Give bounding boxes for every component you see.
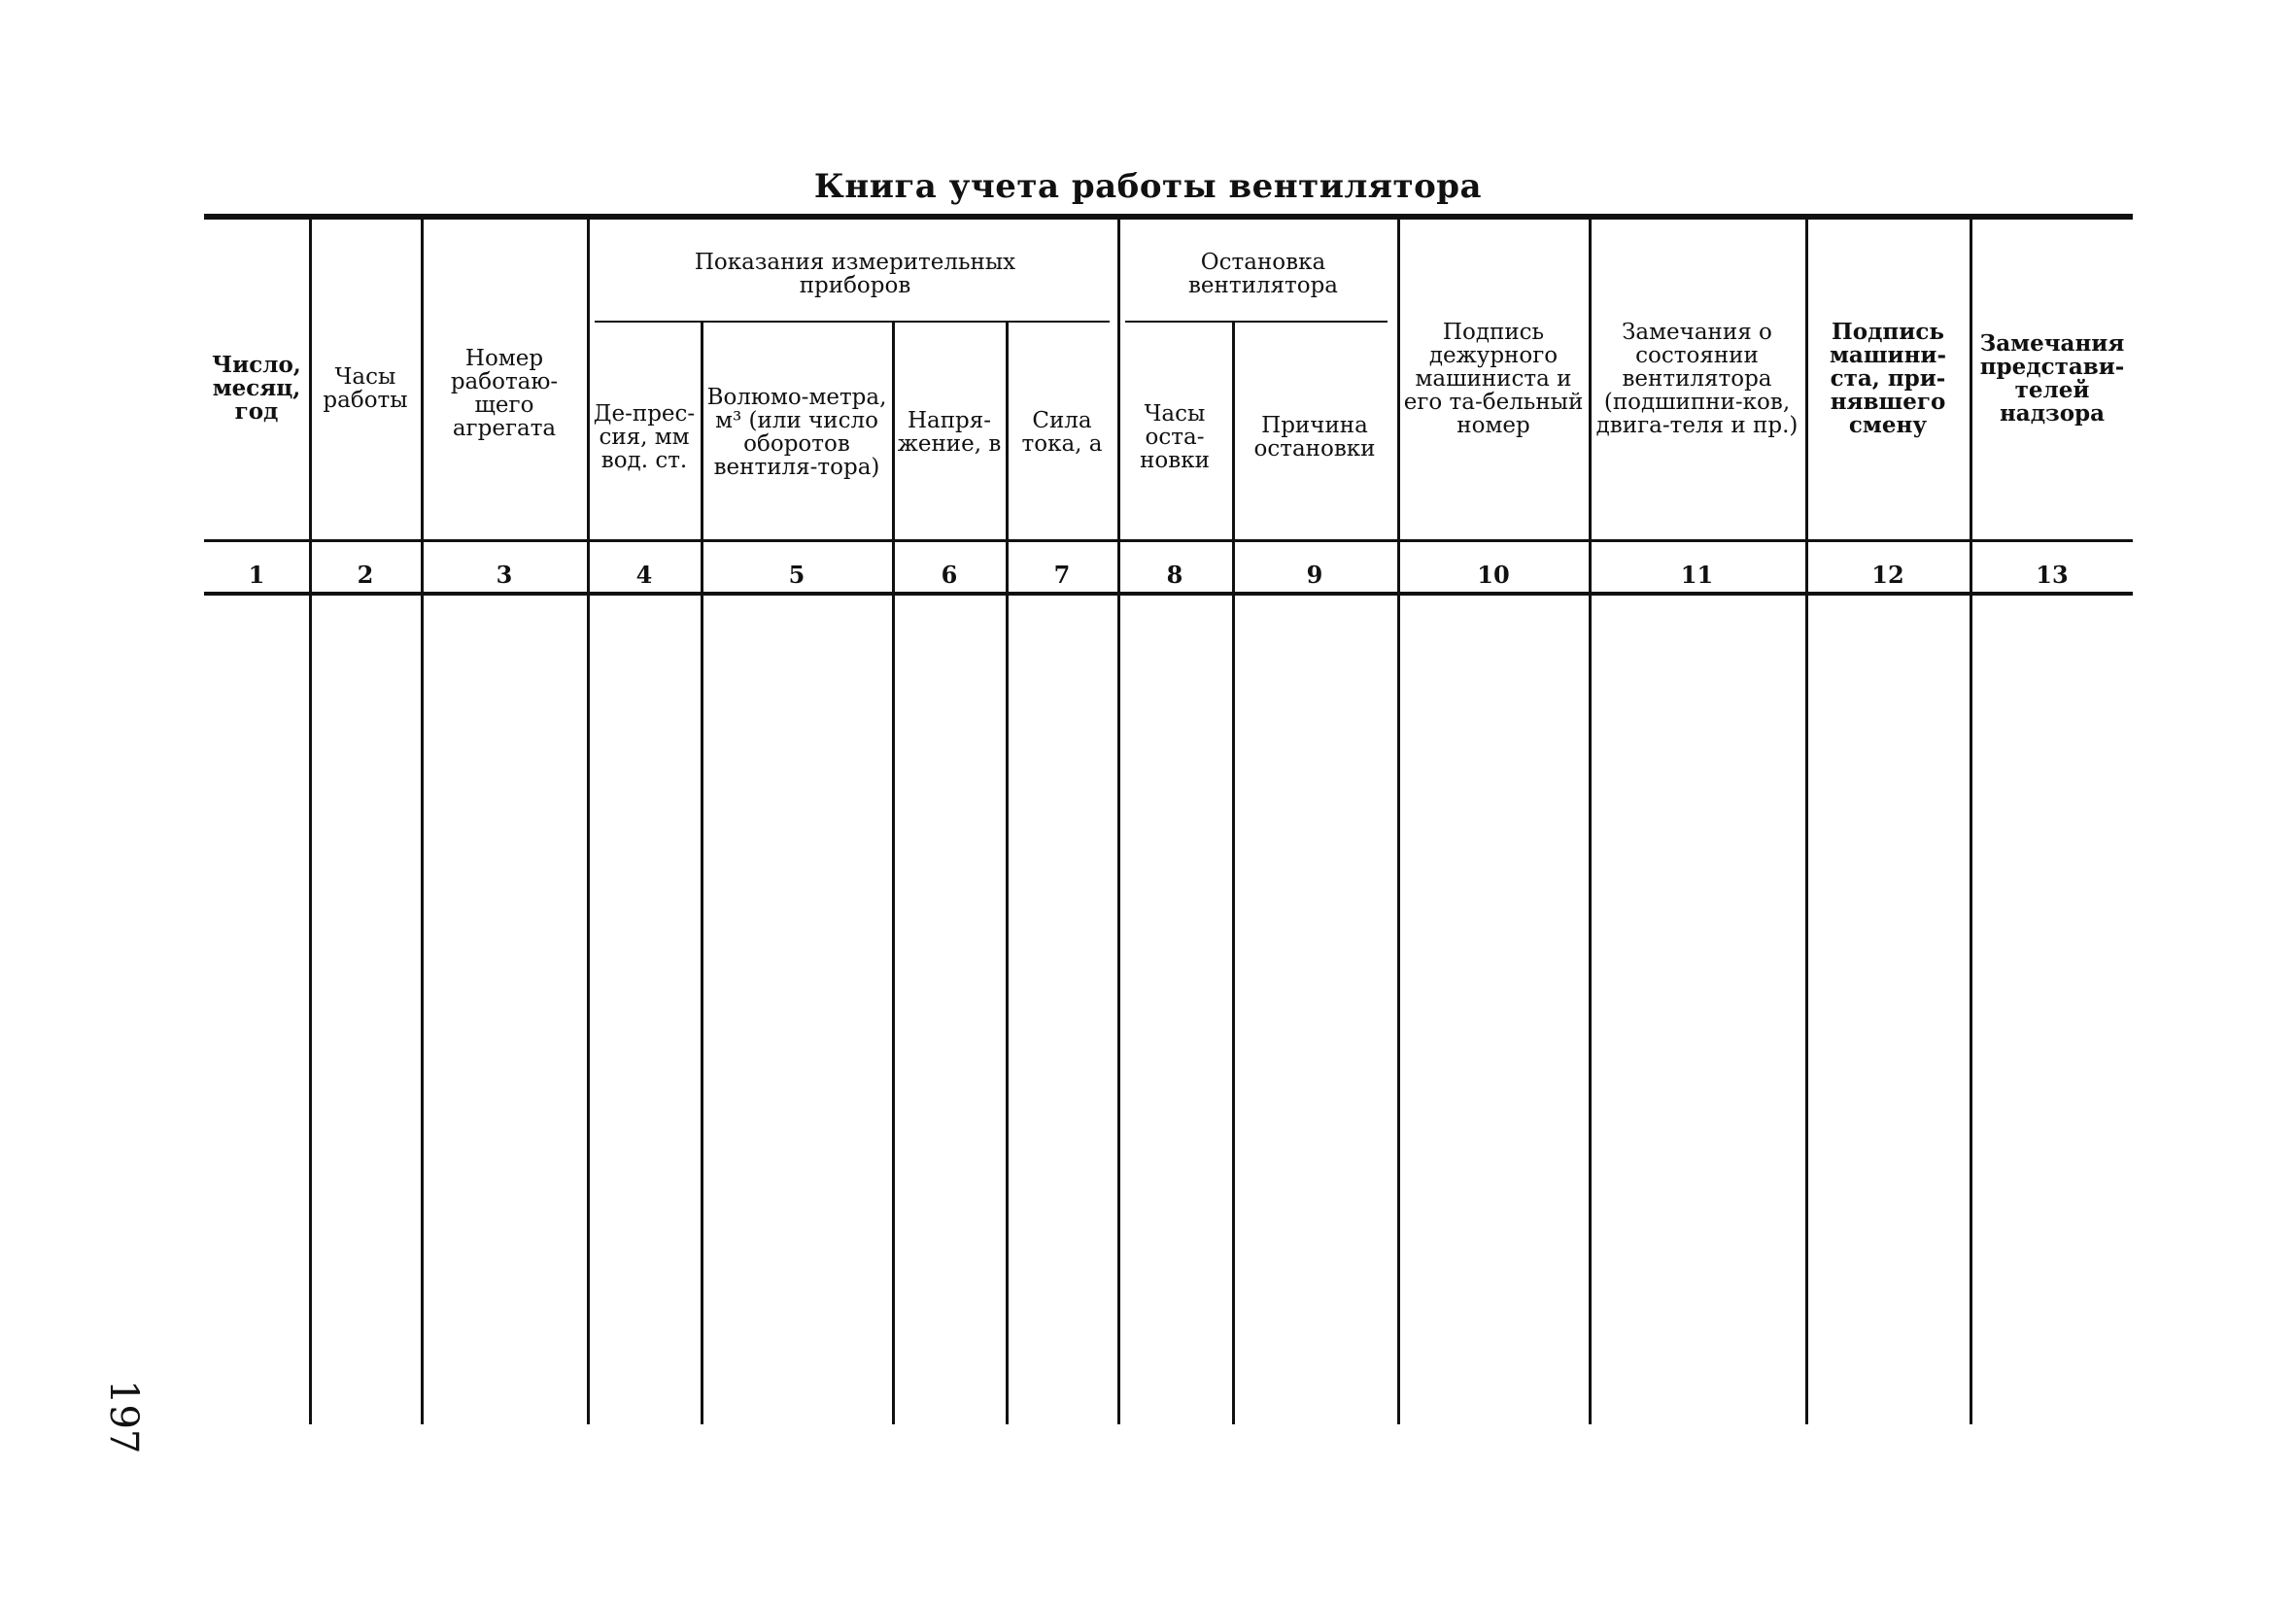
column-number: 3 (496, 560, 513, 589)
column-number: 6 (941, 560, 958, 589)
column-header-fan-state-remarks: Замечания о состоянии вентилятора (подшипни-ков, двига-теля и пр.) (1595, 320, 1799, 438)
column-header-volumeter: Волюмо-метра, м³ (или число оборотов вентиля-тора) (706, 385, 887, 480)
instruments-group-rule (595, 321, 1110, 323)
stoppage-group-rule (1125, 321, 1388, 323)
table-body (204, 595, 2133, 1425)
column-header-supervisor-remarks: Замечания представи-телей надзора (1979, 330, 2125, 427)
column-header-date: Число, месяц, год (212, 352, 301, 425)
column-number: 10 (1477, 560, 1510, 589)
column-number: 9 (1306, 560, 1323, 589)
column-number: 2 (357, 560, 374, 589)
group-header-stoppage: Остановка вентилятора (1187, 250, 1339, 298)
column-number: 13 (2036, 560, 2069, 589)
page-number: 197 (101, 1380, 146, 1454)
column-header-operator-signature: Подпись дежурного машиниста и его та-бельный номер (1403, 320, 1584, 438)
column-header-voltage: Напря-жение, в (897, 408, 1002, 457)
column-number: 5 (788, 560, 805, 589)
column-number: 8 (1166, 560, 1183, 589)
column-number: 1 (248, 560, 265, 589)
column-header-work-hours: Часы работы (323, 364, 408, 413)
group-header-instruments: Показания измерительных приборов (694, 250, 1016, 298)
table-title: Книга учета работы вентилятора (813, 167, 1483, 206)
column-header-stop-reason: Причина остановки (1253, 413, 1376, 462)
column-header-stop-hours: Часы оста-новки (1140, 401, 1210, 473)
column-number: 12 (1871, 560, 1904, 589)
column-number: 7 (1053, 560, 1071, 589)
column-header-current: Сила тока, а (1021, 408, 1103, 457)
top-rule (204, 214, 2133, 220)
column-header-depression: Де-прес-сия, мм вод. ст. (593, 401, 696, 473)
column-header-shift-signature: Подпись машини-ста, при-нявшего смену (1829, 319, 1947, 438)
column-number: 11 (1680, 560, 1714, 589)
header-bottom-rule (204, 539, 2133, 542)
column-number: 4 (635, 560, 653, 589)
column-header-unit-number: Номер работаю-щего агрегата (450, 346, 559, 441)
